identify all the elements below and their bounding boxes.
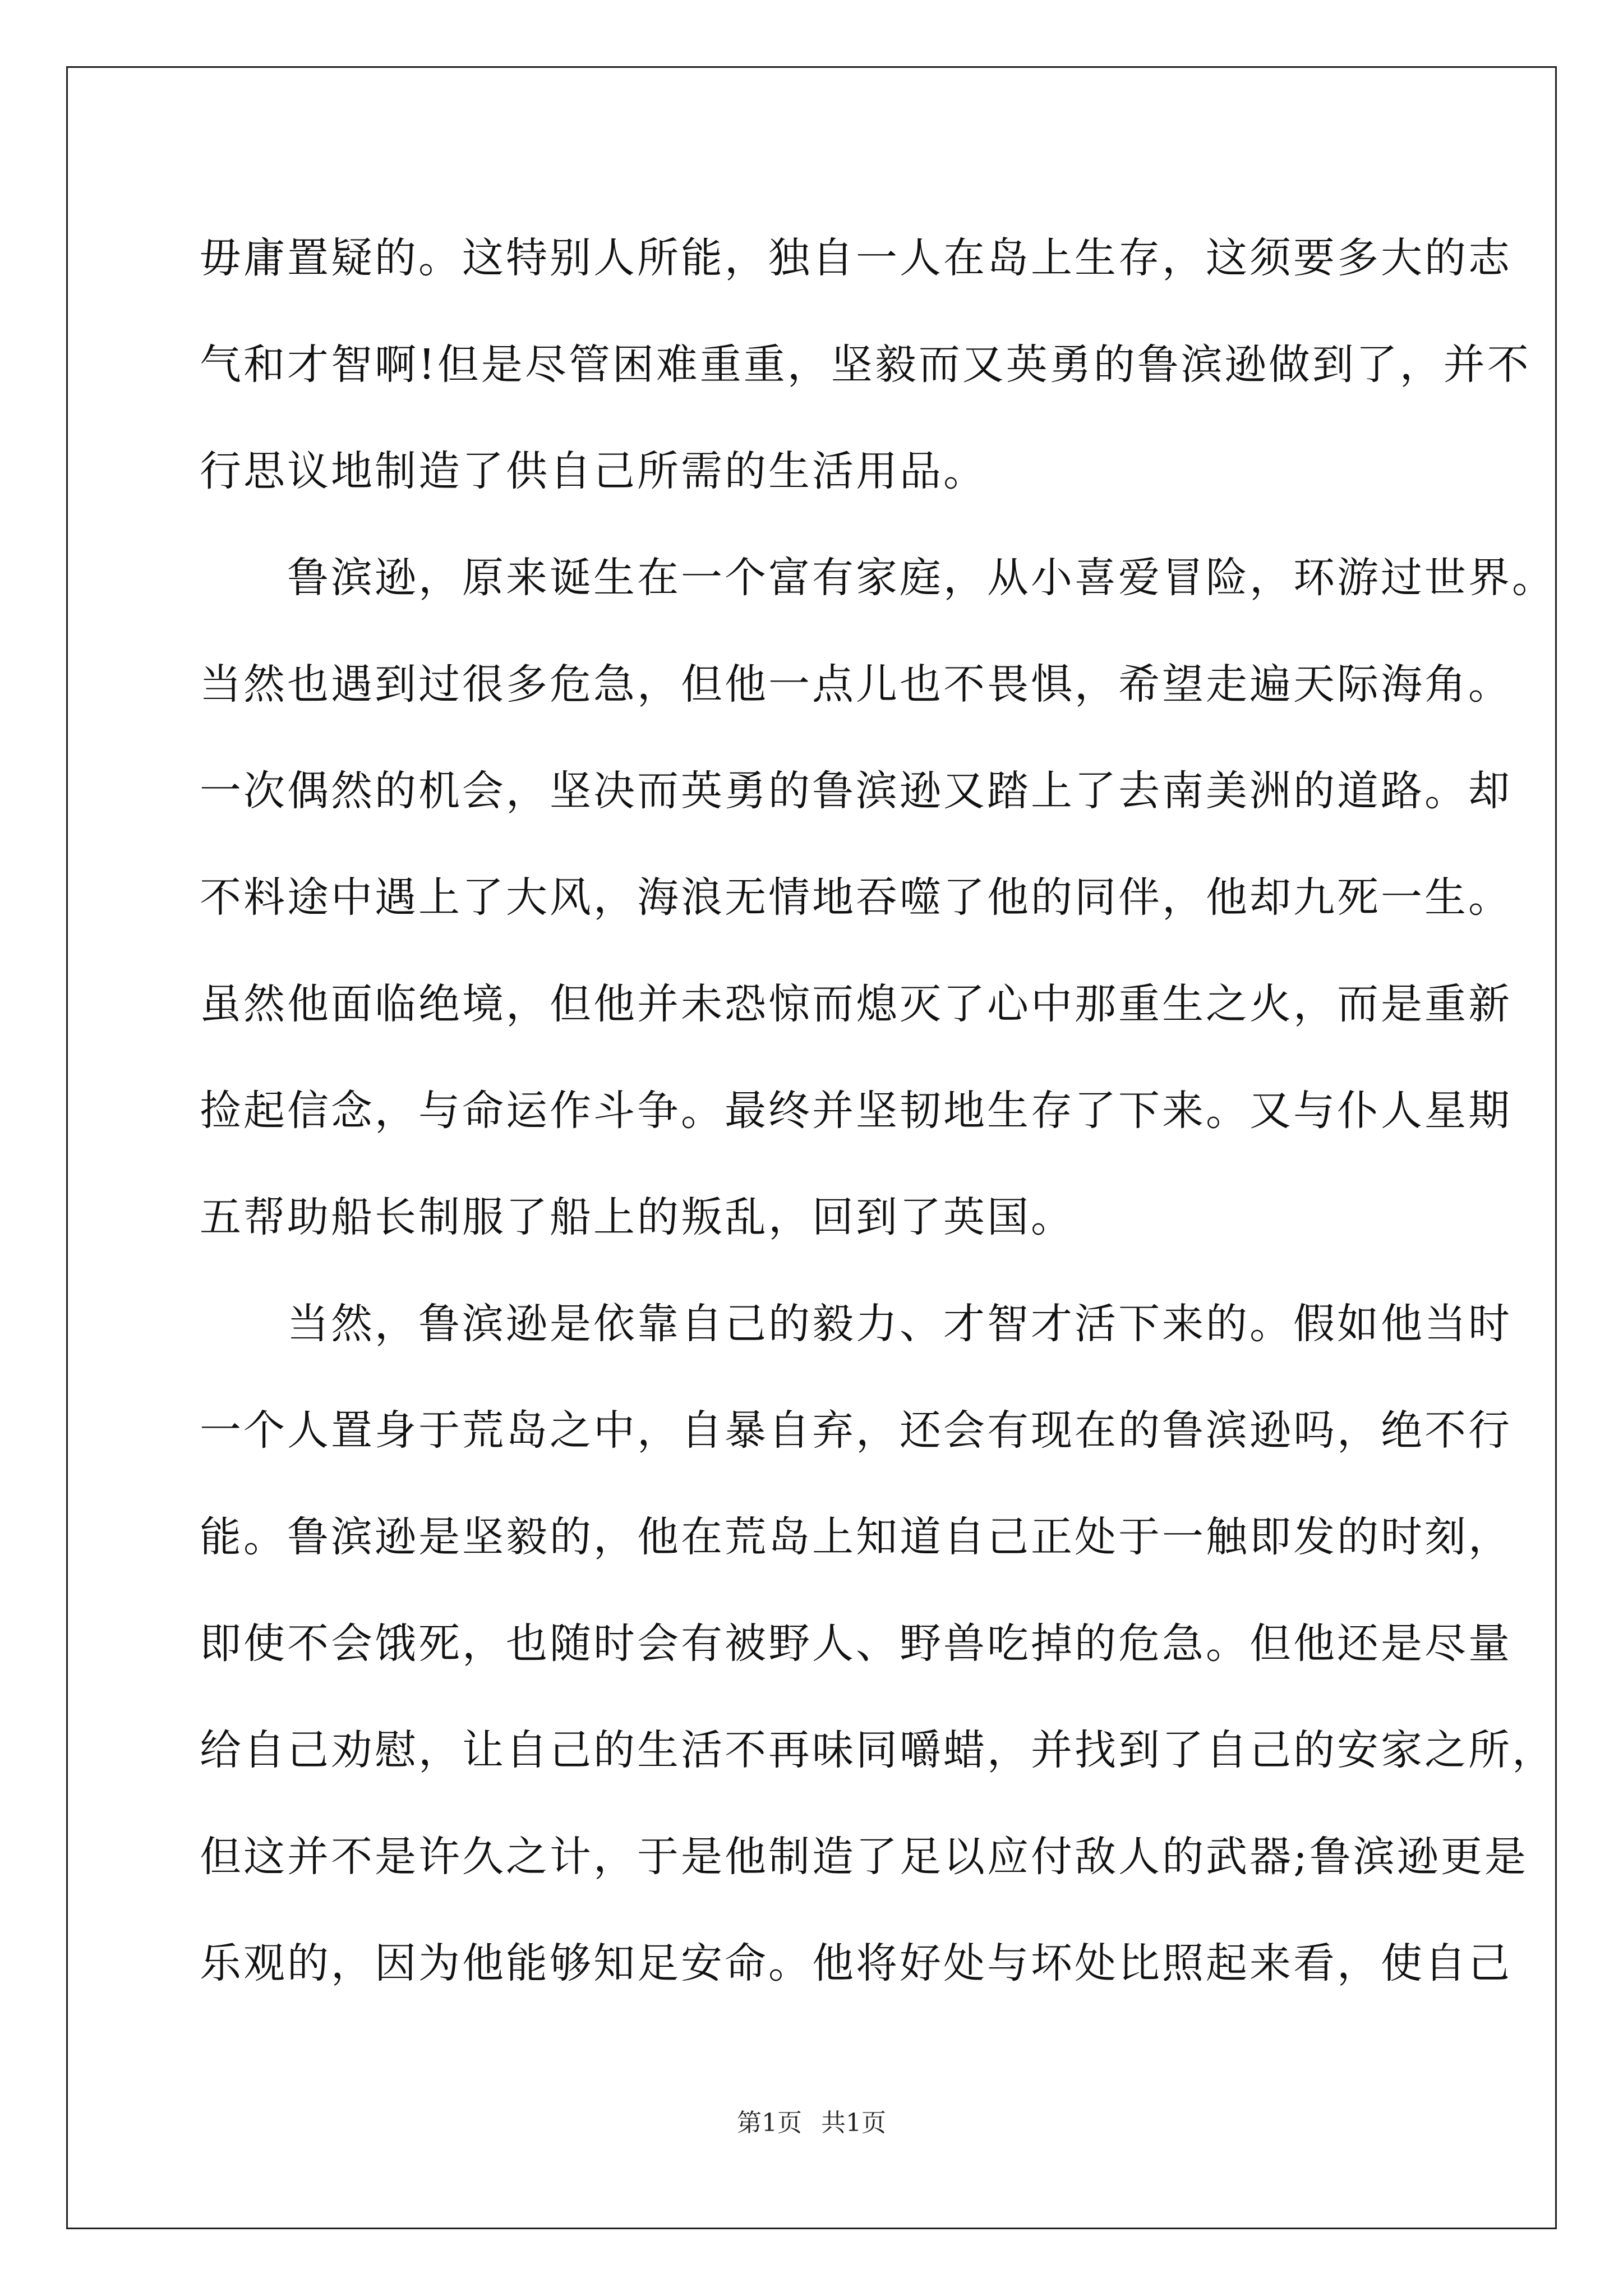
text-line: 一个人置身于荒岛之中，自暴自弃，还会有现在的鲁滨逊吗，绝不行 [200, 1406, 1512, 1455]
text-line: 行思议地制造了供自己所需的生活用品。 [200, 447, 987, 495]
text-line: 一次偶然的机会，坚决而英勇的鲁滨逊又踏上了去南美洲的道路。却 [200, 767, 1512, 815]
text-line: 五帮助船长制服了船上的叛乱，回到了英国。 [200, 1193, 1075, 1241]
text-line: 气和才智啊!但是尽管困难重重，坚毅而又英勇的鲁滨逊做到了，并不 [200, 341, 1531, 389]
text-line: 鲁滨逊，原来诞生在一个富有家庭，从小喜爱冒险，环游过世界。 [200, 554, 1556, 602]
text-line: 乐观的，因为他能够知足安命。他将好处与坏处比照起来看，使自己 [200, 1939, 1512, 1987]
text-line: 即使不会饿死，也随时会有被野人、野兽吃掉的危急。但他还是尽量 [200, 1619, 1512, 1668]
page-footer [0, 2106, 1623, 2140]
text-line: 虽然他面临绝境，但他并未恐惊而熄灭了心中那重生之火，而是重新 [200, 980, 1512, 1028]
text-line: 能。鲁滨逊是坚毅的，他在荒岛上知道自己正处于一触即发的时刻， [200, 1513, 1512, 1561]
text-line: 给自己劝慰，让自己的生活不再味同嚼蜡，并找到了自己的安家之所， [200, 1726, 1556, 1774]
text-line: 毋庸置疑的。这特别人所能，独自一人在岛上生存，这须要多大的志 [200, 234, 1512, 282]
text-line: 捡起信念，与命运作斗争。最终并坚韧地生存了下来。又与仆人星期 [200, 1087, 1512, 1135]
page-total: 共1页 [821, 2109, 886, 2137]
text-line: 但这并不是许久之计，于是他制造了足以应付敌人的武器;鲁滨逊更是 [200, 1833, 1528, 1881]
text-line: 当然，鲁滨逊是依靠自己的毅力、才智才活下来的。假如他当时 [200, 1300, 1512, 1348]
text-line: 当然也遇到过很多危急，但他一点儿也不畏惧，希望走遍天际海角。 [200, 660, 1512, 708]
page-number: 第1页 [737, 2109, 802, 2137]
text-line: 不料途中遇上了大风，海浪无情地吞噬了他的同伴，他却九死一生。 [200, 873, 1512, 922]
